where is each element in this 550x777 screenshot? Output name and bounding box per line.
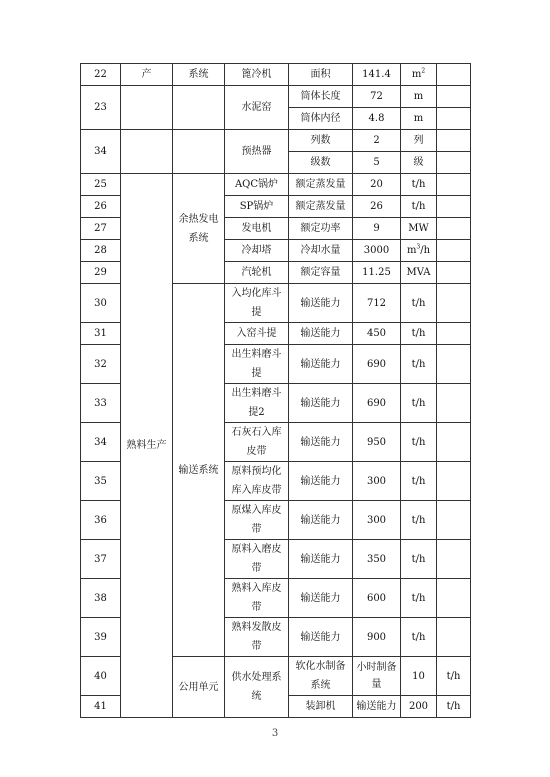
param-cell: 输送能力 — [289, 579, 353, 618]
row-number: 35 — [81, 462, 121, 501]
row-number: 32 — [81, 345, 121, 384]
row-number: 34 — [81, 423, 121, 462]
equipment-cell: 原料预均化库入库皮带 — [225, 462, 289, 501]
param-cell: 额定蒸发量 — [289, 196, 353, 218]
value-cell: 300 — [353, 462, 401, 501]
row-number: 28 — [81, 240, 121, 262]
page-number: 3 — [271, 728, 279, 739]
param-cell: 小时制备量 — [353, 657, 401, 696]
area-cell: 熟料生产 — [121, 174, 173, 718]
param-cell: 筒体长度 — [289, 86, 353, 108]
equipment-cell: 出生料磨斗提 — [225, 345, 289, 384]
param-cell: 输送能力 — [289, 423, 353, 462]
value-cell: 20 — [353, 174, 401, 196]
equipment-cell: 装卸机 — [289, 696, 353, 718]
equipment-cell: 原料入磨皮带 — [225, 540, 289, 579]
system-cell — [173, 86, 225, 130]
equipment-cell: 原煤入库皮带 — [225, 501, 289, 540]
row-number: 39 — [81, 618, 121, 657]
value-cell: 900 — [353, 618, 401, 657]
unit-cell: MW — [401, 218, 437, 240]
table-row — [81, 86, 471, 108]
blank-cell — [437, 284, 471, 323]
equipment-cell: 软化水制备系统 — [289, 657, 353, 696]
row-number: 25 — [81, 174, 121, 196]
area-cell: 公用单元 — [173, 657, 225, 718]
unit-cell: $m^2$ — [401, 64, 437, 86]
value-cell: 10 — [401, 657, 437, 696]
blank-cell — [437, 218, 471, 240]
value-cell: 3000 — [353, 240, 401, 262]
value-cell: 9 — [353, 218, 401, 240]
row-number: 22 — [81, 64, 121, 86]
blank-cell — [437, 86, 471, 108]
unit-cell: t/h — [437, 696, 471, 718]
equipment-cell: 熟料发散皮带 — [225, 618, 289, 657]
unit-cell: t/h — [401, 579, 437, 618]
blank-cell — [437, 262, 471, 284]
equipment-table — [80, 63, 471, 718]
unit-cell: $m^3/h$ — [401, 240, 437, 262]
param-cell: 筒体内径 — [289, 108, 353, 130]
row-number: 40 — [81, 657, 121, 696]
row-number: 27 — [81, 218, 121, 240]
row-number: 30 — [81, 284, 121, 323]
blank-cell — [437, 540, 471, 579]
row-number: 34 — [81, 130, 121, 174]
param-cell: 输送能力 — [289, 323, 353, 345]
unit-cell: t/h — [401, 618, 437, 657]
row-number: 26 — [81, 196, 121, 218]
unit-cell: m — [401, 108, 437, 130]
param-cell: 列数 — [289, 130, 353, 152]
unit-cell: t/h — [401, 345, 437, 384]
value-cell: 950 — [353, 423, 401, 462]
value-cell: 300 — [353, 501, 401, 540]
blank-cell — [437, 579, 471, 618]
unit-cell: t/h — [401, 323, 437, 345]
equipment-cell: 入均化库斗提 — [225, 284, 289, 323]
value-cell: 712 — [353, 284, 401, 323]
equipment-cell: 预热器 — [225, 130, 289, 174]
area-cell — [121, 130, 173, 174]
unit-cell: t/h — [401, 501, 437, 540]
param-cell: 输送能力 — [289, 284, 353, 323]
param-cell: 面积 — [289, 64, 353, 86]
blank-cell — [437, 196, 471, 218]
system-cell: 供水处理系统 — [225, 657, 289, 718]
value-cell: 5 — [353, 152, 401, 174]
blank-cell — [437, 64, 471, 86]
equipment-cell: 冷却塔 — [225, 240, 289, 262]
unit-cell: t/h — [401, 196, 437, 218]
row-number: 38 — [81, 579, 121, 618]
unit-cell: t/h — [401, 174, 437, 196]
equipment-cell: 发电机 — [225, 218, 289, 240]
blank-cell — [437, 323, 471, 345]
param-cell: 冷却水量 — [289, 240, 353, 262]
row-number: 36 — [81, 501, 121, 540]
param-cell: 级数 — [289, 152, 353, 174]
param-cell: 输送能力 — [289, 618, 353, 657]
row-number: 23 — [81, 86, 121, 130]
blank-cell — [437, 384, 471, 423]
value-cell: 690 — [353, 384, 401, 423]
equipment-cell: 篦冷机 — [225, 64, 289, 86]
value-cell: 450 — [353, 323, 401, 345]
param-cell: 额定蒸发量 — [289, 174, 353, 196]
unit-cell: t/h — [401, 284, 437, 323]
blank-cell — [437, 345, 471, 384]
blank-cell — [437, 501, 471, 540]
table-row — [81, 174, 471, 196]
value-cell: 141.4 — [353, 64, 401, 86]
equipment-cell: 水泥窑 — [225, 86, 289, 130]
blank-cell — [437, 240, 471, 262]
blank-cell — [437, 462, 471, 501]
blank-cell — [437, 618, 471, 657]
equipment-cell: 石灰石入库皮带 — [225, 423, 289, 462]
blank-cell — [437, 152, 471, 174]
unit-cell: t/h — [401, 423, 437, 462]
param-cell: 额定容量 — [289, 262, 353, 284]
value-cell: 11.25 — [353, 262, 401, 284]
system-cell: 余热发电系统 — [173, 174, 225, 284]
row-number: 33 — [81, 384, 121, 423]
row-number: 29 — [81, 262, 121, 284]
system-cell: 输送系统 — [173, 284, 225, 657]
blank-cell — [437, 174, 471, 196]
param-cell: 额定功率 — [289, 218, 353, 240]
value-cell: 2 — [353, 130, 401, 152]
param-cell: 输送能力 — [289, 345, 353, 384]
unit-cell: 级 — [401, 152, 437, 174]
value-cell: 26 — [353, 196, 401, 218]
value-cell: 72 — [353, 86, 401, 108]
unit-cell: t/h — [401, 384, 437, 423]
equipment-cell: 熟料入库皮带 — [225, 579, 289, 618]
row-number: 37 — [81, 540, 121, 579]
equipment-cell: SP锅炉 — [225, 196, 289, 218]
value-cell: 350 — [353, 540, 401, 579]
unit-cell: t/h — [401, 462, 437, 501]
table-row — [81, 130, 471, 152]
param-cell: 输送能力 — [289, 540, 353, 579]
equipment-cell: 出生料磨斗提2 — [225, 384, 289, 423]
blank-cell — [437, 130, 471, 152]
value-cell: 4.8 — [353, 108, 401, 130]
blank-cell — [437, 108, 471, 130]
equipment-cell: 入窑斗提 — [225, 323, 289, 345]
param-cell: 输送能力 — [353, 696, 401, 718]
unit-cell: 列 — [401, 130, 437, 152]
system-cell: 系统 — [173, 64, 225, 86]
table-row — [81, 64, 471, 86]
unit-cell: t/h — [401, 540, 437, 579]
system-cell — [173, 130, 225, 174]
param-cell: 输送能力 — [289, 501, 353, 540]
area-cell — [121, 86, 173, 130]
unit-cell: MVA — [401, 262, 437, 284]
value-cell: 600 — [353, 579, 401, 618]
param-cell: 输送能力 — [289, 462, 353, 501]
equipment-cell: AQC锅炉 — [225, 174, 289, 196]
row-number: 31 — [81, 323, 121, 345]
unit-cell: t/h — [437, 657, 471, 696]
param-cell: 输送能力 — [289, 384, 353, 423]
area-cell: 产 — [121, 64, 173, 86]
value-cell: 200 — [401, 696, 437, 718]
unit-cell: m — [401, 86, 437, 108]
equipment-cell: 汽轮机 — [225, 262, 289, 284]
blank-cell — [437, 423, 471, 462]
row-number: 41 — [81, 696, 121, 718]
value-cell: 690 — [353, 345, 401, 384]
